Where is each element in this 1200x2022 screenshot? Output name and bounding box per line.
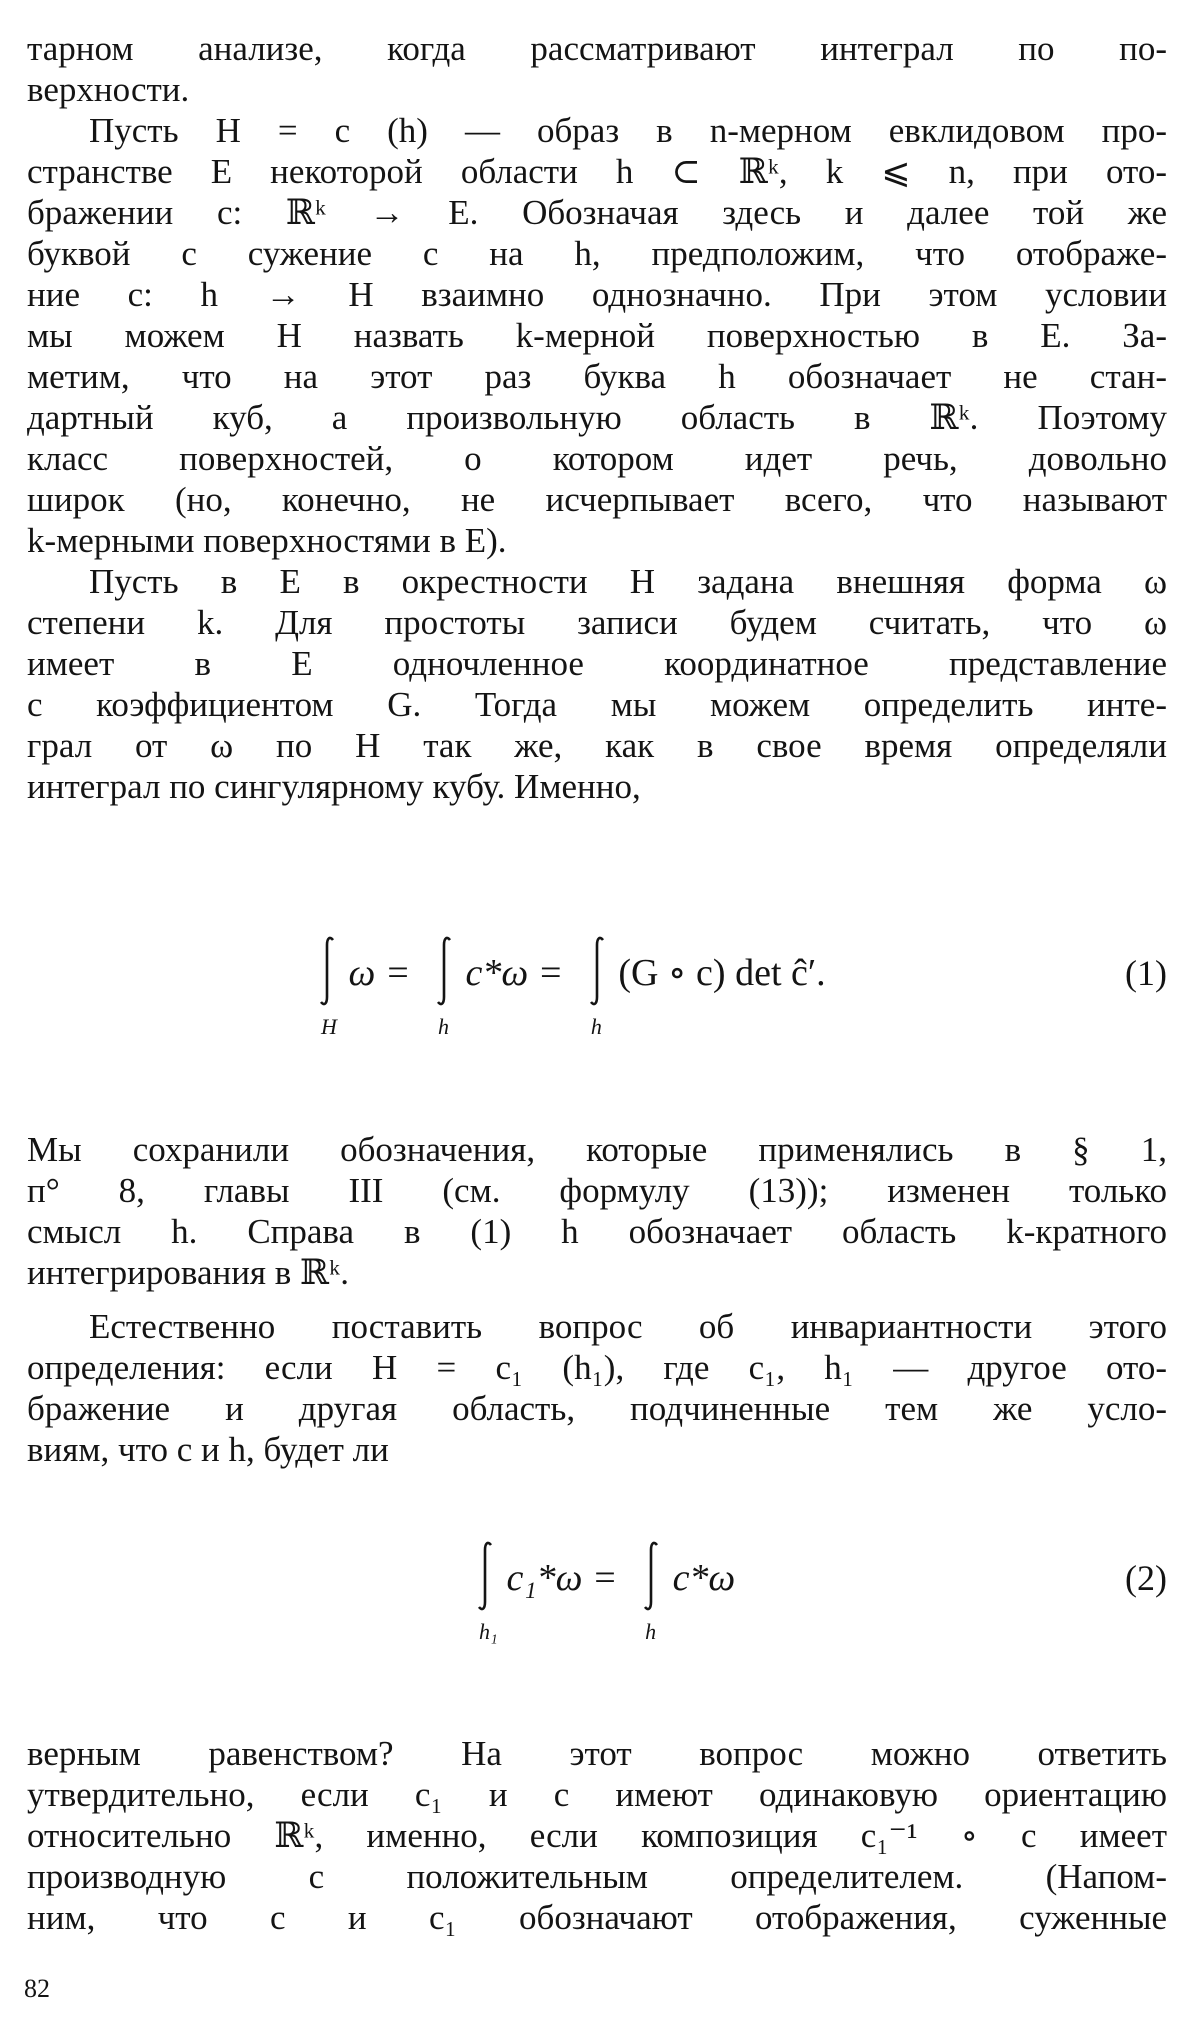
text-line: метим, что на этот раз буква h обозначает не стан-: [27, 357, 1167, 396]
integral-subscript: h: [590, 1014, 602, 1039]
text-line: виям, что c и h, будет ли: [27, 1430, 389, 1469]
equation-2: [27, 1540, 1167, 1660]
equation-number: (1): [1125, 953, 1167, 993]
text-line: имеет в E одночленное координатное представление: [27, 644, 1167, 683]
text-line: ние c: h → H взаимно однозначно. При этом условии: [27, 275, 1167, 314]
equation-term: c*ω =: [465, 952, 564, 994]
text-line: утвердительно, если c₁ и c имеют одинаковую ориентацию: [27, 1775, 1167, 1814]
text-line: дартный куб, а произвольную область в ℝᵏ. Поэтому: [27, 398, 1167, 437]
text-line: п° 8, главы III (см. формулу (13)); изменен только: [27, 1171, 1167, 1210]
page-number: 82: [24, 1974, 50, 2003]
text-line: Естественно поставить вопрос об инвариантности этого: [89, 1307, 1167, 1346]
text-line: Мы сохранили обозначения, которые применялись в § 1,: [27, 1130, 1167, 1169]
text-line: производную с положительным определителем. (Напом-: [27, 1857, 1167, 1896]
paragraph-4: [27, 1129, 1167, 1293]
equation-term: c₁*ω =: [506, 1557, 618, 1599]
integral-subscript: H: [321, 1014, 337, 1039]
integral-subscript: h: [645, 1619, 657, 1644]
paragraph-2: [27, 110, 1167, 561]
text-line: верхности.: [27, 70, 190, 109]
text-line: с коэффициентом G. Тогда мы можем определить инте-: [27, 685, 1167, 724]
text-line: относительно ℝᵏ, именно, если композиция c₁⁻¹ ∘ c имеет: [27, 1816, 1167, 1855]
text-line: мы можем H назвать k-мерной поверхностью в E. За-: [27, 316, 1167, 355]
text-line: интегрирования в ℝᵏ.: [27, 1253, 349, 1292]
integral-sign: [317, 935, 339, 1039]
integral-sign: [434, 935, 456, 1039]
equation-term: ω =: [348, 952, 411, 994]
text-line: Пусть H = c (h) — образ в n-мерном евклидовом про-: [89, 111, 1167, 150]
text-line: бражение и другая область, подчиненные тем же усло-: [27, 1389, 1167, 1428]
integral-sign: [641, 1540, 663, 1644]
equation-term: (G ∘ c) det ĉ′.: [618, 952, 826, 994]
text-line: буквой c сужение c на h, предположим, что отображе-: [27, 234, 1167, 273]
equation-1: [27, 935, 1167, 1055]
text-line: смысл h. Справа в (1) h обозначает область k-кратного: [27, 1212, 1167, 1251]
text-line: определения: если H = c₁ (h₁), где c₁, h₁ — другое ото-: [27, 1348, 1167, 1387]
text-line: грал от ω по H так же, как в свое время определяли: [27, 726, 1167, 765]
integral-sign: [475, 1540, 498, 1644]
text-line: ним, что c и c₁ обозначают отображения, суженные: [27, 1898, 1167, 1937]
paragraph-5: [27, 1306, 1167, 1470]
text-line: верным равенством? На этот вопрос можно ответить: [27, 1734, 1167, 1773]
integral-sign: [587, 935, 609, 1039]
text-line: бражении c: ℝᵏ → E. Обозначая здесь и далее той же: [27, 193, 1167, 232]
integral-subscript: h: [437, 1014, 449, 1039]
paragraph-6: [27, 1733, 1167, 1938]
text-line: класс поверхностей, о котором идет речь, довольно: [27, 439, 1167, 478]
text-line: интеграл по сингулярному кубу. Именно,: [27, 767, 641, 806]
text-line: степени k. Для простоты записи будем считать, что ω: [27, 603, 1167, 642]
integral-subscript: h₁: [479, 1619, 498, 1644]
paragraph-1: [27, 28, 1167, 110]
text-line: Пусть в E в окрестности H задана внешняя форма ω: [89, 562, 1167, 601]
text-line: тарном анализе, когда рассматривают интеграл по по-: [27, 29, 1167, 68]
equation-number: (2): [1125, 1558, 1167, 1598]
paragraph-3: [27, 561, 1167, 807]
equation-term: c*ω: [672, 1557, 736, 1599]
text-line: k-мерными поверхностями в E).: [27, 521, 507, 560]
text-line: широк (но, конечно, не исчерпывает всего, что называют: [27, 480, 1167, 519]
text-line: странстве E некоторой области h ⊂ ℝᵏ, k ⩽ n, при ото-: [27, 152, 1167, 191]
